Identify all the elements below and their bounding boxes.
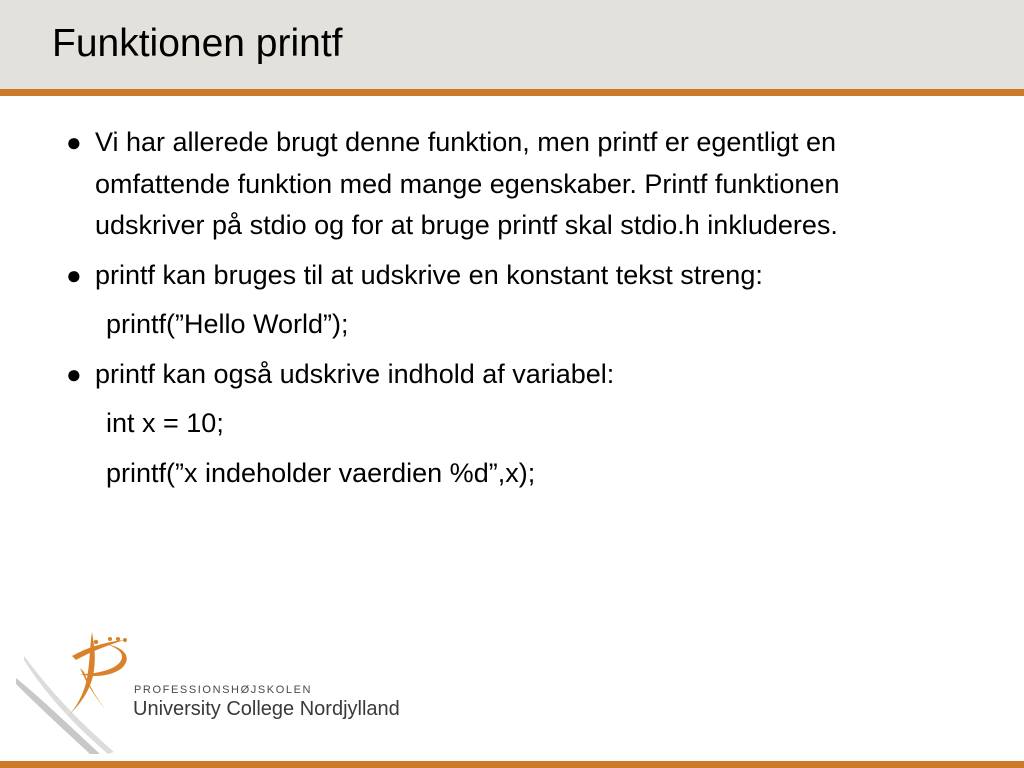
ucn-logo-figure-icon: [14, 626, 134, 756]
slide-title: Funktionen printf: [52, 22, 343, 65]
institution-logo: [14, 626, 414, 756]
bullet-item: [62, 122, 942, 247]
code-example-line: printf(”Hello World”);: [106, 309, 349, 339]
slide-body: [62, 122, 942, 502]
bullet-dot-icon: ●: [66, 358, 82, 389]
logo-line-2: University College Nordjylland: [133, 698, 400, 720]
bottom-accent-rule: [0, 761, 1024, 768]
top-accent-rule: [0, 89, 1024, 96]
bullet-item: [62, 354, 942, 396]
title-bar: [0, 0, 1024, 89]
code-example-line: printf(”x indeholder vaerdien %d”,x);: [106, 457, 536, 488]
bullet-item: [62, 255, 942, 297]
bullet-text: printf kan også udskrive indhold af variabel:: [95, 358, 615, 389]
bullet-dot-icon: ●: [66, 259, 82, 290]
bullet-text: Vi har allerede brugt denne funktion, men printf er egentligt en omfattende funktion med mange egenskaber. Printf funktionen udskriver på stdio og for at bruge printf skal stdio.h inkluderes.: [95, 127, 840, 240]
logo-line-1: PROFESSIONSHØJSKOLEN: [134, 684, 313, 696]
code-example-line: int x = 10;: [106, 408, 224, 438]
bullet-dot-icon: ●: [66, 127, 82, 157]
bullet-text: printf kan bruges til at udskrive en konstant tekst streng:: [95, 259, 763, 290]
